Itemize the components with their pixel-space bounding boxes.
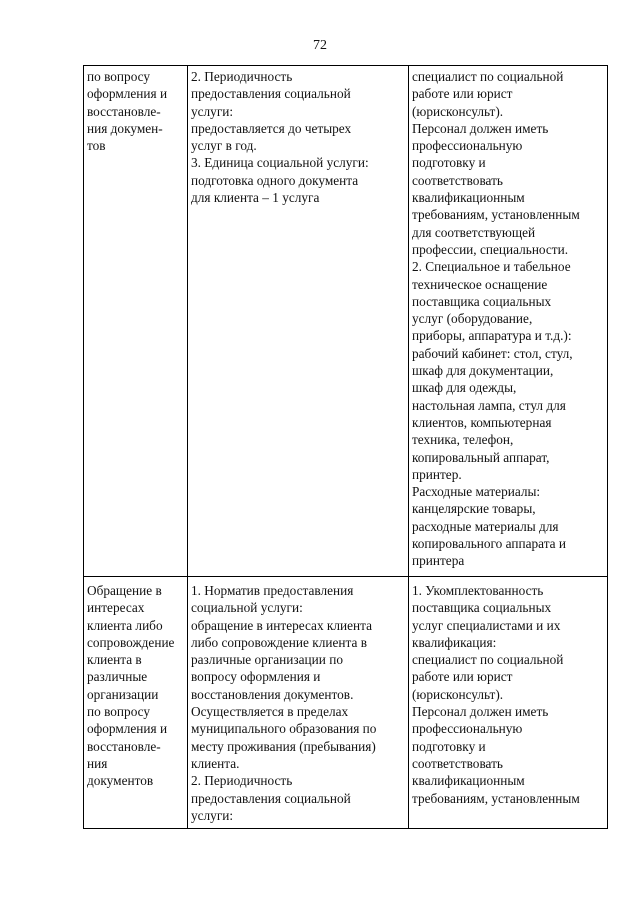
cell-text-line: по вопросу	[87, 704, 151, 720]
cell-text-line: обращение в интересах клиента	[191, 617, 373, 633]
cell-text-line: квалификация:	[412, 634, 497, 650]
cell-text-line: клиента либо	[87, 617, 163, 633]
cell-text-line: восстановле-	[87, 103, 161, 119]
service-description-cell	[188, 66, 409, 577]
cell-text-line: работе или юрист	[412, 669, 513, 685]
services-table	[83, 65, 608, 829]
cell-text-line: Обращение в	[87, 583, 162, 598]
cell-text-line: квалификационным	[412, 773, 525, 789]
cell-text-line: настольная лампа, стул для	[412, 397, 566, 413]
cell-text-line: Расходные материалы:	[412, 484, 541, 500]
cell-text-line: копировального аппарата и	[412, 536, 567, 552]
service-description-cell	[188, 577, 409, 829]
cell-text-line: 3. Единица социальной услуги:	[191, 155, 369, 171]
cell-text-line: муниципального образования по	[191, 721, 377, 737]
cell-text-line: услуг в год.	[191, 138, 257, 154]
cell-text-line: шкаф для одежды,	[412, 380, 517, 396]
cell-text-line: профессиональную	[412, 138, 523, 154]
cell-text-line: клиента.	[191, 755, 240, 771]
cell-text-line: различные организации по	[191, 652, 343, 668]
service-conditions-cell	[409, 66, 608, 577]
cell-text-line: клиентов, компьютерная	[412, 414, 552, 430]
cell-text-line: услуги:	[191, 103, 234, 119]
cell-text-line: соответствовать	[412, 172, 503, 188]
cell-text-line: Персонал должен иметь	[412, 120, 549, 136]
cell-text-line: документов	[87, 773, 154, 789]
cell-text-line: техника, телефон,	[412, 432, 514, 448]
cell-text-line: услуг специалистами и их	[412, 617, 561, 633]
cell-text-line: квалификационным	[412, 190, 525, 206]
cell-text-line: требованиям, установленным	[412, 207, 580, 223]
cell-text-line: (юрисконсульт).	[412, 103, 504, 119]
cell-text-line: принтера	[412, 553, 465, 569]
cell-text-line: вопросу оформления и	[191, 669, 321, 685]
cell-text-line: для соответствующей	[412, 224, 536, 240]
cell-text-line: оформления и	[87, 86, 168, 102]
cell-text-line: соответствовать	[412, 755, 503, 771]
table-row	[84, 66, 608, 577]
cell-text-line: сопровождение	[87, 634, 175, 650]
cell-text-line: рабочий кабинет: стол, стул,	[412, 345, 573, 361]
cell-text-line: услуги:	[191, 807, 234, 823]
cell-text-line: 1. Укомплектованность	[412, 583, 544, 598]
cell-text-line: подготовку и	[412, 155, 486, 171]
cell-text-line: 2. Специальное и табельное	[412, 259, 571, 275]
cell-text-line: подготовку и	[412, 738, 486, 754]
cell-text-line: предоставления социальной	[191, 790, 351, 806]
cell-text-line: предоставления социальной	[191, 86, 351, 102]
service-name-cell	[84, 66, 188, 577]
cell-text-line: 2. Периодичность	[191, 69, 293, 84]
cell-text-line: восстановления документов.	[191, 686, 354, 702]
cell-text-line: оформления и	[87, 721, 168, 737]
cell-text-line: либо сопровождение клиента в	[191, 634, 367, 650]
cell-text-line: профессии, специальности.	[412, 241, 569, 257]
cell-text-line: тов	[87, 138, 106, 154]
table-row	[84, 577, 608, 829]
cell-text-line: восстановле-	[87, 738, 161, 754]
cell-text-line: поставщика социальных	[412, 600, 552, 616]
cell-text-line: шкаф для документации,	[412, 363, 554, 379]
cell-text-line: клиента в	[87, 652, 142, 668]
cell-text-line: поставщика социальных	[412, 293, 552, 309]
page-number: 72	[313, 38, 327, 53]
cell-text-line: ния докумен-	[87, 120, 163, 136]
cell-text-line: 2. Периодичность	[191, 773, 293, 789]
cell-text-line: различные	[87, 669, 148, 685]
cell-text-line: социальной услуги:	[191, 600, 303, 616]
cell-text-line: профессиональную	[412, 721, 523, 737]
cell-text-line: организации	[87, 686, 159, 702]
service-name-cell	[84, 577, 188, 829]
cell-text-line: Осуществляется в пределах	[191, 704, 349, 720]
cell-text-line: принтер.	[412, 466, 462, 482]
cell-text-line: специалист по социальной	[412, 652, 564, 668]
cell-text-line: ния	[87, 755, 108, 771]
cell-text-line: Персонал должен иметь	[412, 704, 549, 720]
cell-text-line: интересах	[87, 600, 145, 616]
cell-text-line: месту проживания (пребывания)	[191, 738, 376, 754]
cell-text-line: для клиента – 1 услуга	[191, 190, 320, 206]
cell-text-line: копировальный аппарат,	[412, 449, 550, 465]
cell-text-line: работе или юрист	[412, 86, 513, 102]
cell-text-line: подготовка одного документа	[191, 172, 359, 188]
cell-text-line: предоставляется до четырех	[191, 120, 352, 136]
cell-text-line: расходные материалы для	[412, 518, 559, 534]
cell-text-line: по вопросу	[87, 69, 151, 84]
cell-text-line: 1. Норматив предоставления	[191, 583, 354, 598]
cell-text-line: специалист по социальной	[412, 69, 564, 84]
cell-text-line: канцелярские товары,	[412, 501, 536, 517]
service-conditions-cell	[409, 577, 608, 829]
cell-text-line: требованиям, установленным	[412, 790, 580, 806]
cell-text-line: услуг (оборудование,	[412, 311, 533, 327]
cell-text-line: (юрисконсульт).	[412, 686, 504, 702]
cell-text-line: приборы, аппаратура и т.д.):	[412, 328, 572, 344]
cell-text-line: техническое оснащение	[412, 276, 548, 292]
